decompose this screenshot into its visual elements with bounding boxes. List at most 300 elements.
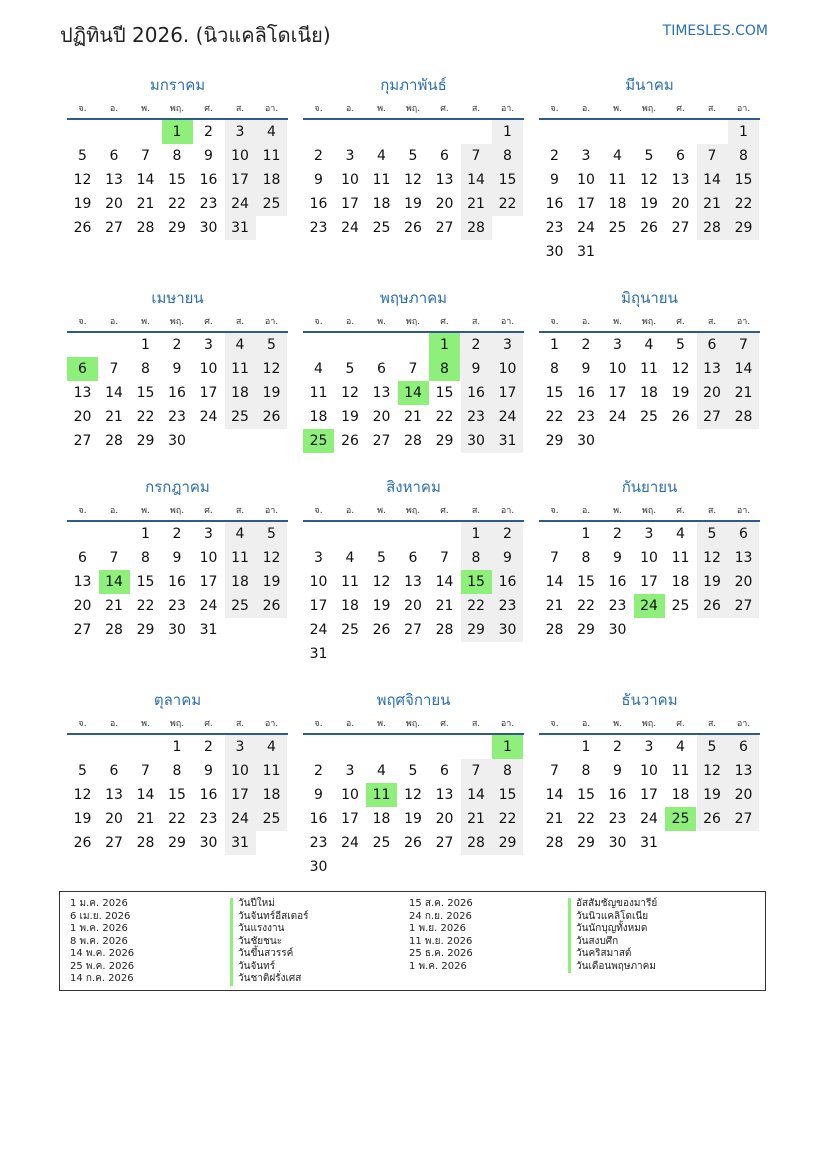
day-cell: 23 xyxy=(608,598,627,614)
day-cell: 6 xyxy=(676,148,685,164)
weekday-label: อ. xyxy=(581,317,591,327)
weekday-label: พฤ. xyxy=(641,719,657,729)
day-cell: 18 xyxy=(372,811,391,827)
day-cell: 19 xyxy=(73,811,92,827)
weekday-label: จ. xyxy=(550,719,559,729)
weekday-label: พ. xyxy=(613,317,622,327)
day-cell: 28 xyxy=(136,835,155,851)
day-cell: 21 xyxy=(404,409,422,425)
day-cell: 26 xyxy=(341,433,359,449)
day-cell: 13 xyxy=(435,787,454,803)
day-cell: 24 xyxy=(640,811,658,827)
weekday-header xyxy=(67,716,288,732)
day-cell: 20 xyxy=(671,196,690,212)
weekday-label: ศ. xyxy=(676,506,685,516)
day-cell: 6 xyxy=(78,550,87,566)
weekday-label: จ. xyxy=(550,506,559,516)
day-cell: 8 xyxy=(492,759,523,783)
day-cell: 10 xyxy=(492,357,523,381)
day-cell: 28 xyxy=(435,622,454,638)
day-cell: 30 xyxy=(309,859,328,875)
weekday-label: อ. xyxy=(109,506,119,516)
weekday-label: พ. xyxy=(613,104,622,114)
day-cell: 15 xyxy=(168,787,186,803)
day-cell: 31 xyxy=(309,646,328,662)
day-cell: 15 xyxy=(492,168,523,192)
day-cell: 14 xyxy=(697,168,728,192)
day-cell: 31 xyxy=(492,429,523,453)
day-cell: 3 xyxy=(314,550,323,566)
day-cell: 30 xyxy=(199,835,218,851)
weekday-label: อา. xyxy=(500,317,515,327)
day-cell: 3 xyxy=(345,763,355,779)
day-cell: 24 xyxy=(225,192,256,216)
day-cell: 30 xyxy=(545,244,564,260)
day-cell: 11 xyxy=(341,574,359,590)
weekday-label: พ. xyxy=(141,719,150,729)
legend-date: 11 พ.ย. 2026 xyxy=(409,935,473,947)
day-cell: 8 xyxy=(141,550,150,566)
day-cell: 11 xyxy=(256,759,287,783)
day-cell: 10 xyxy=(577,172,595,188)
weekday-label: อา. xyxy=(736,317,751,327)
day-cell: 24 xyxy=(341,835,359,851)
day-cell: 11 xyxy=(671,763,690,779)
day-cell: 4 xyxy=(377,763,386,779)
day-cell: 8 xyxy=(581,763,591,779)
day-cell: 18 xyxy=(225,381,256,405)
day-cell: 3 xyxy=(492,333,523,357)
legend-holiday-name: วันเดือนพฤษภาคม xyxy=(568,961,657,974)
day-cell: 13 xyxy=(372,385,391,401)
day-cell: 10 xyxy=(341,787,359,803)
day-cell: 11 xyxy=(372,172,391,188)
weekday-label: ส. xyxy=(235,317,245,327)
day-cell: 26 xyxy=(256,405,287,429)
weekday-header xyxy=(539,503,760,519)
day-cell: 19 xyxy=(404,196,422,212)
day-cell: 9 xyxy=(314,172,323,188)
day-cell: 17 xyxy=(492,381,523,405)
weekday-label: จ. xyxy=(314,506,323,516)
day-cell: 12 xyxy=(697,759,728,783)
day-cell: 6 xyxy=(109,148,119,164)
day-cell: 17 xyxy=(341,196,359,212)
day-cell: 14 xyxy=(435,574,454,590)
day-cell: 4 xyxy=(345,550,355,566)
day-cell: 16 xyxy=(492,570,523,594)
day-cell: 4 xyxy=(676,526,685,542)
weekday-label: พ. xyxy=(613,719,622,729)
day-cell: 19 xyxy=(73,196,92,212)
day-cell: 14 xyxy=(105,385,123,401)
weekday-label: ส. xyxy=(471,317,481,327)
day-cell: 12 xyxy=(256,546,287,570)
day-cell: 25 xyxy=(225,405,256,429)
day-cell: 5 xyxy=(345,361,355,377)
weekday-label: อ. xyxy=(345,104,355,114)
day-cell: 8 xyxy=(550,361,559,377)
day-cell: 4 xyxy=(225,333,256,357)
weekday-label: ศ. xyxy=(440,506,449,516)
day-cell: 16 xyxy=(545,196,564,212)
day-cell: 27 xyxy=(105,220,123,236)
weekday-label: ส. xyxy=(471,506,481,516)
day-cell: 26 xyxy=(73,220,92,236)
day-cell: 16 xyxy=(608,574,627,590)
day-cell: 10 xyxy=(640,550,658,566)
day-cell: 1 xyxy=(141,526,150,542)
day-cell: 17 xyxy=(640,787,658,803)
day-cell: 1 xyxy=(728,120,759,144)
month-name: เมษายน xyxy=(151,289,204,307)
weekday-label: อ. xyxy=(345,719,355,729)
legend-date: 15 ส.ค. 2026 xyxy=(409,898,473,909)
holiday-day-cell: 6 xyxy=(67,357,98,381)
weekday-label: อา. xyxy=(736,506,751,516)
day-cell: 27 xyxy=(435,835,454,851)
weekday-label: พฤ. xyxy=(405,104,421,114)
weekday-header xyxy=(303,101,524,117)
weekday-header xyxy=(67,101,288,117)
day-cell: 6 xyxy=(697,333,728,357)
weekday-label: พ. xyxy=(377,506,386,516)
legend-date: 1 พ.ค. 2026 xyxy=(70,923,128,934)
day-cell: 16 xyxy=(199,172,218,188)
day-cell: 29 xyxy=(136,433,155,449)
day-cell: 23 xyxy=(309,220,328,236)
day-cell: 12 xyxy=(73,787,92,803)
day-cell: 14 xyxy=(728,357,759,381)
day-cell: 2 xyxy=(172,526,182,542)
day-cell: 21 xyxy=(136,196,155,212)
day-cell: 20 xyxy=(435,811,454,827)
day-cell: 19 xyxy=(256,381,287,405)
day-cell: 5 xyxy=(408,148,418,164)
day-cell: 13 xyxy=(105,787,123,803)
day-cell: 16 xyxy=(577,385,595,401)
day-cell: 5 xyxy=(78,148,87,164)
day-cell: 17 xyxy=(199,385,218,401)
day-cell: 2 xyxy=(550,148,559,164)
legend-date: 8 พ.ค. 2026 xyxy=(70,935,128,947)
day-cell: 14 xyxy=(461,168,492,192)
day-cell: 13 xyxy=(671,172,690,188)
weekday-label: ส. xyxy=(235,506,245,516)
day-cell: 21 xyxy=(728,381,759,405)
weekday-label: อ. xyxy=(581,719,591,729)
day-cell: 4 xyxy=(314,361,323,377)
day-cell: 4 xyxy=(225,522,256,546)
day-cell: 3 xyxy=(581,148,591,164)
month-name: สิงหาคม xyxy=(386,478,441,496)
legend-dates-left xyxy=(70,898,134,986)
day-cell: 18 xyxy=(608,196,627,212)
day-cell: 14 xyxy=(545,574,564,590)
day-cell: 24 xyxy=(225,807,256,831)
legend-holiday-name: วันชาติฝรั่งเศส xyxy=(230,973,309,986)
weekday-label: อา. xyxy=(736,104,751,114)
day-cell: 18 xyxy=(341,598,359,614)
legend-holiday-name: อัสสัมชัญของมารีย์ xyxy=(568,898,657,911)
day-cell: 15 xyxy=(435,385,454,401)
day-cell: 26 xyxy=(671,409,690,425)
day-cell: 6 xyxy=(728,735,759,759)
legend-holiday-name: วันปีใหม่ xyxy=(230,898,309,911)
day-cell: 14 xyxy=(136,787,155,803)
day-cell: 5 xyxy=(256,333,287,357)
month-name: พฤศจิกายน xyxy=(376,691,451,709)
legend-date: 1 พ.ค. 2026 xyxy=(409,960,467,972)
weekday-label: พฤ. xyxy=(405,719,421,729)
day-cell: 30 xyxy=(608,835,627,851)
day-cell: 3 xyxy=(204,526,213,542)
weekday-label: ศ. xyxy=(676,317,685,327)
day-cell: 24 xyxy=(577,220,595,236)
weekday-label: อ. xyxy=(109,317,119,327)
day-cell: 18 xyxy=(309,409,328,425)
weekday-label: พฤ. xyxy=(169,317,185,327)
day-cell: 5 xyxy=(676,337,685,353)
day-cell: 9 xyxy=(492,546,523,570)
day-cell: 28 xyxy=(136,220,155,236)
day-cell: 2 xyxy=(613,526,622,542)
day-cell: 4 xyxy=(256,735,287,759)
weekday-label: อา. xyxy=(736,719,751,729)
day-cell: 10 xyxy=(199,361,218,377)
weekday-label: พฤ. xyxy=(169,104,185,114)
day-cell: 25 xyxy=(256,192,287,216)
day-cell: 14 xyxy=(545,787,564,803)
day-cell: 17 xyxy=(309,598,328,614)
weekday-label: จ. xyxy=(550,104,559,114)
legend-names-right xyxy=(568,898,657,973)
weekday-label: ส. xyxy=(707,317,717,327)
day-cell: 10 xyxy=(341,172,359,188)
day-cell: 31 xyxy=(640,835,658,851)
day-cell: 21 xyxy=(461,192,492,216)
day-cell: 4 xyxy=(676,739,685,755)
day-cell: 12 xyxy=(404,172,422,188)
day-cell: 15 xyxy=(577,787,595,803)
day-cell: 3 xyxy=(644,526,654,542)
weekday-label: พฤ. xyxy=(641,506,657,516)
day-cell: 16 xyxy=(309,196,328,212)
day-cell: 5 xyxy=(408,763,418,779)
day-cell: 21 xyxy=(545,598,564,614)
day-cell: 27 xyxy=(728,594,759,618)
day-cell: 19 xyxy=(341,409,359,425)
day-cell: 22 xyxy=(728,192,759,216)
day-cell: 18 xyxy=(640,385,658,401)
day-cell: 22 xyxy=(168,196,186,212)
day-cell: 25 xyxy=(640,409,658,425)
day-cell: 22 xyxy=(492,192,523,216)
legend-holiday-name: วันนิวแคลิโดเนีย xyxy=(568,911,657,924)
day-cell: 7 xyxy=(141,148,150,164)
day-cell: 9 xyxy=(172,550,182,566)
day-cell: 17 xyxy=(225,783,256,807)
day-cell: 20 xyxy=(728,783,759,807)
day-cell: 9 xyxy=(613,763,622,779)
month-name: ตุลาคม xyxy=(153,691,202,709)
day-cell: 10 xyxy=(309,574,328,590)
day-cell: 29 xyxy=(435,433,454,449)
holiday-day-cell: 11 xyxy=(366,783,397,807)
day-cell: 20 xyxy=(73,598,92,614)
day-cell: 8 xyxy=(492,144,523,168)
weekday-label: พ. xyxy=(141,104,150,114)
weekday-label: อา. xyxy=(264,317,279,327)
day-cell: 9 xyxy=(172,361,182,377)
day-cell: 2 xyxy=(314,763,323,779)
day-cell: 23 xyxy=(577,409,595,425)
day-cell: 14 xyxy=(461,783,492,807)
day-cell: 8 xyxy=(581,550,591,566)
day-cell: 27 xyxy=(435,220,454,236)
day-cell: 23 xyxy=(199,196,218,212)
day-cell: 15 xyxy=(492,783,523,807)
weekday-label: อา. xyxy=(264,506,279,516)
weekday-label: ส. xyxy=(707,719,717,729)
day-cell: 19 xyxy=(372,598,391,614)
day-cell: 5 xyxy=(256,522,287,546)
day-cell: 31 xyxy=(199,622,218,638)
weekday-label: พ. xyxy=(613,506,622,516)
day-cell: 7 xyxy=(461,759,492,783)
day-cell: 6 xyxy=(440,148,449,164)
holiday-legend xyxy=(59,891,766,991)
day-cell: 20 xyxy=(372,409,391,425)
day-cell: 7 xyxy=(697,144,728,168)
day-cell: 17 xyxy=(225,168,256,192)
day-cell: 1 xyxy=(550,337,559,353)
day-cell: 25 xyxy=(341,622,359,638)
day-cell: 10 xyxy=(225,759,256,783)
day-cell: 2 xyxy=(314,148,323,164)
month-name: กันยายน xyxy=(621,478,678,496)
day-cell: 22 xyxy=(136,598,155,614)
day-cell: 9 xyxy=(314,787,323,803)
day-cell: 3 xyxy=(613,337,622,353)
day-cell: 7 xyxy=(550,550,559,566)
day-cell: 16 xyxy=(608,787,627,803)
weekday-label: จ. xyxy=(78,719,87,729)
weekday-label: ส. xyxy=(471,104,481,114)
day-cell: 6 xyxy=(728,522,759,546)
day-cell: 4 xyxy=(256,120,287,144)
holiday-day-cell: 1 xyxy=(492,735,523,759)
day-cell: 16 xyxy=(309,811,328,827)
day-cell: 19 xyxy=(697,783,728,807)
day-cell: 17 xyxy=(577,196,595,212)
day-cell: 6 xyxy=(408,550,418,566)
day-cell: 27 xyxy=(671,220,690,236)
weekday-label: พฤ. xyxy=(405,506,421,516)
day-cell: 13 xyxy=(73,385,92,401)
day-cell: 4 xyxy=(377,148,386,164)
day-cell: 12 xyxy=(404,787,422,803)
day-cell: 23 xyxy=(168,409,186,425)
day-cell: 31 xyxy=(577,244,595,260)
day-cell: 1 xyxy=(172,739,182,755)
day-cell: 28 xyxy=(728,405,759,429)
day-cell: 30 xyxy=(608,622,627,638)
day-cell: 30 xyxy=(168,622,186,638)
legend-holiday-name: วันจันทร์ xyxy=(230,961,309,974)
day-cell: 21 xyxy=(105,598,123,614)
day-cell: 26 xyxy=(697,807,728,831)
day-cell: 10 xyxy=(640,763,658,779)
legend-names-left xyxy=(230,898,309,986)
weekday-label: พ. xyxy=(377,104,386,114)
day-cell: 13 xyxy=(697,357,728,381)
weekday-header xyxy=(539,716,760,732)
day-cell: 23 xyxy=(199,811,218,827)
day-cell: 1 xyxy=(461,522,492,546)
legend-holiday-name: วันขึ้นสวรรค์ xyxy=(230,948,309,961)
day-cell: 8 xyxy=(172,763,182,779)
day-cell: 13 xyxy=(105,172,123,188)
weekday-label: พ. xyxy=(377,719,386,729)
site-link[interactable]: TIMESLES.COM xyxy=(662,23,768,39)
holiday-day-cell: 14 xyxy=(99,570,130,594)
day-cell: 2 xyxy=(461,333,492,357)
weekday-label: อ. xyxy=(345,506,355,516)
day-cell: 30 xyxy=(199,220,218,236)
day-cell: 29 xyxy=(168,220,186,236)
day-cell: 20 xyxy=(105,196,123,212)
weekday-label: อา. xyxy=(264,104,279,114)
day-cell: 11 xyxy=(225,357,256,381)
day-cell: 4 xyxy=(644,337,654,353)
day-cell: 28 xyxy=(545,835,564,851)
weekday-label: พ. xyxy=(141,317,150,327)
weekday-label: พฤ. xyxy=(169,719,185,729)
day-cell: 6 xyxy=(109,763,119,779)
day-cell: 20 xyxy=(728,570,759,594)
day-cell: 3 xyxy=(225,120,256,144)
day-cell: 20 xyxy=(435,196,454,212)
weekday-header xyxy=(539,101,760,117)
day-cell: 19 xyxy=(697,570,728,594)
day-cell: 21 xyxy=(461,807,492,831)
holiday-day-cell: 24 xyxy=(634,594,665,618)
day-cell: 2 xyxy=(204,124,213,140)
day-cell: 16 xyxy=(168,385,186,401)
day-cell: 17 xyxy=(608,385,627,401)
day-cell: 6 xyxy=(377,361,386,377)
day-cell: 6 xyxy=(440,763,449,779)
day-cell: 26 xyxy=(372,622,391,638)
day-cell: 25 xyxy=(372,220,391,236)
day-cell: 27 xyxy=(73,622,92,638)
day-cell: 24 xyxy=(199,598,218,614)
day-cell: 7 xyxy=(461,144,492,168)
legend-holiday-name: วันคริสมาสต์ xyxy=(568,948,657,961)
weekday-label: พฤ. xyxy=(405,317,421,327)
day-cell: 22 xyxy=(168,811,186,827)
day-cell: 13 xyxy=(728,759,759,783)
day-cell: 28 xyxy=(697,216,728,240)
day-cell: 23 xyxy=(608,811,627,827)
day-cell: 1 xyxy=(581,526,591,542)
day-cell: 28 xyxy=(461,831,492,855)
day-cell: 9 xyxy=(581,361,591,377)
day-cell: 12 xyxy=(73,172,92,188)
weekday-label: ศ. xyxy=(440,719,449,729)
day-cell: 27 xyxy=(372,433,391,449)
